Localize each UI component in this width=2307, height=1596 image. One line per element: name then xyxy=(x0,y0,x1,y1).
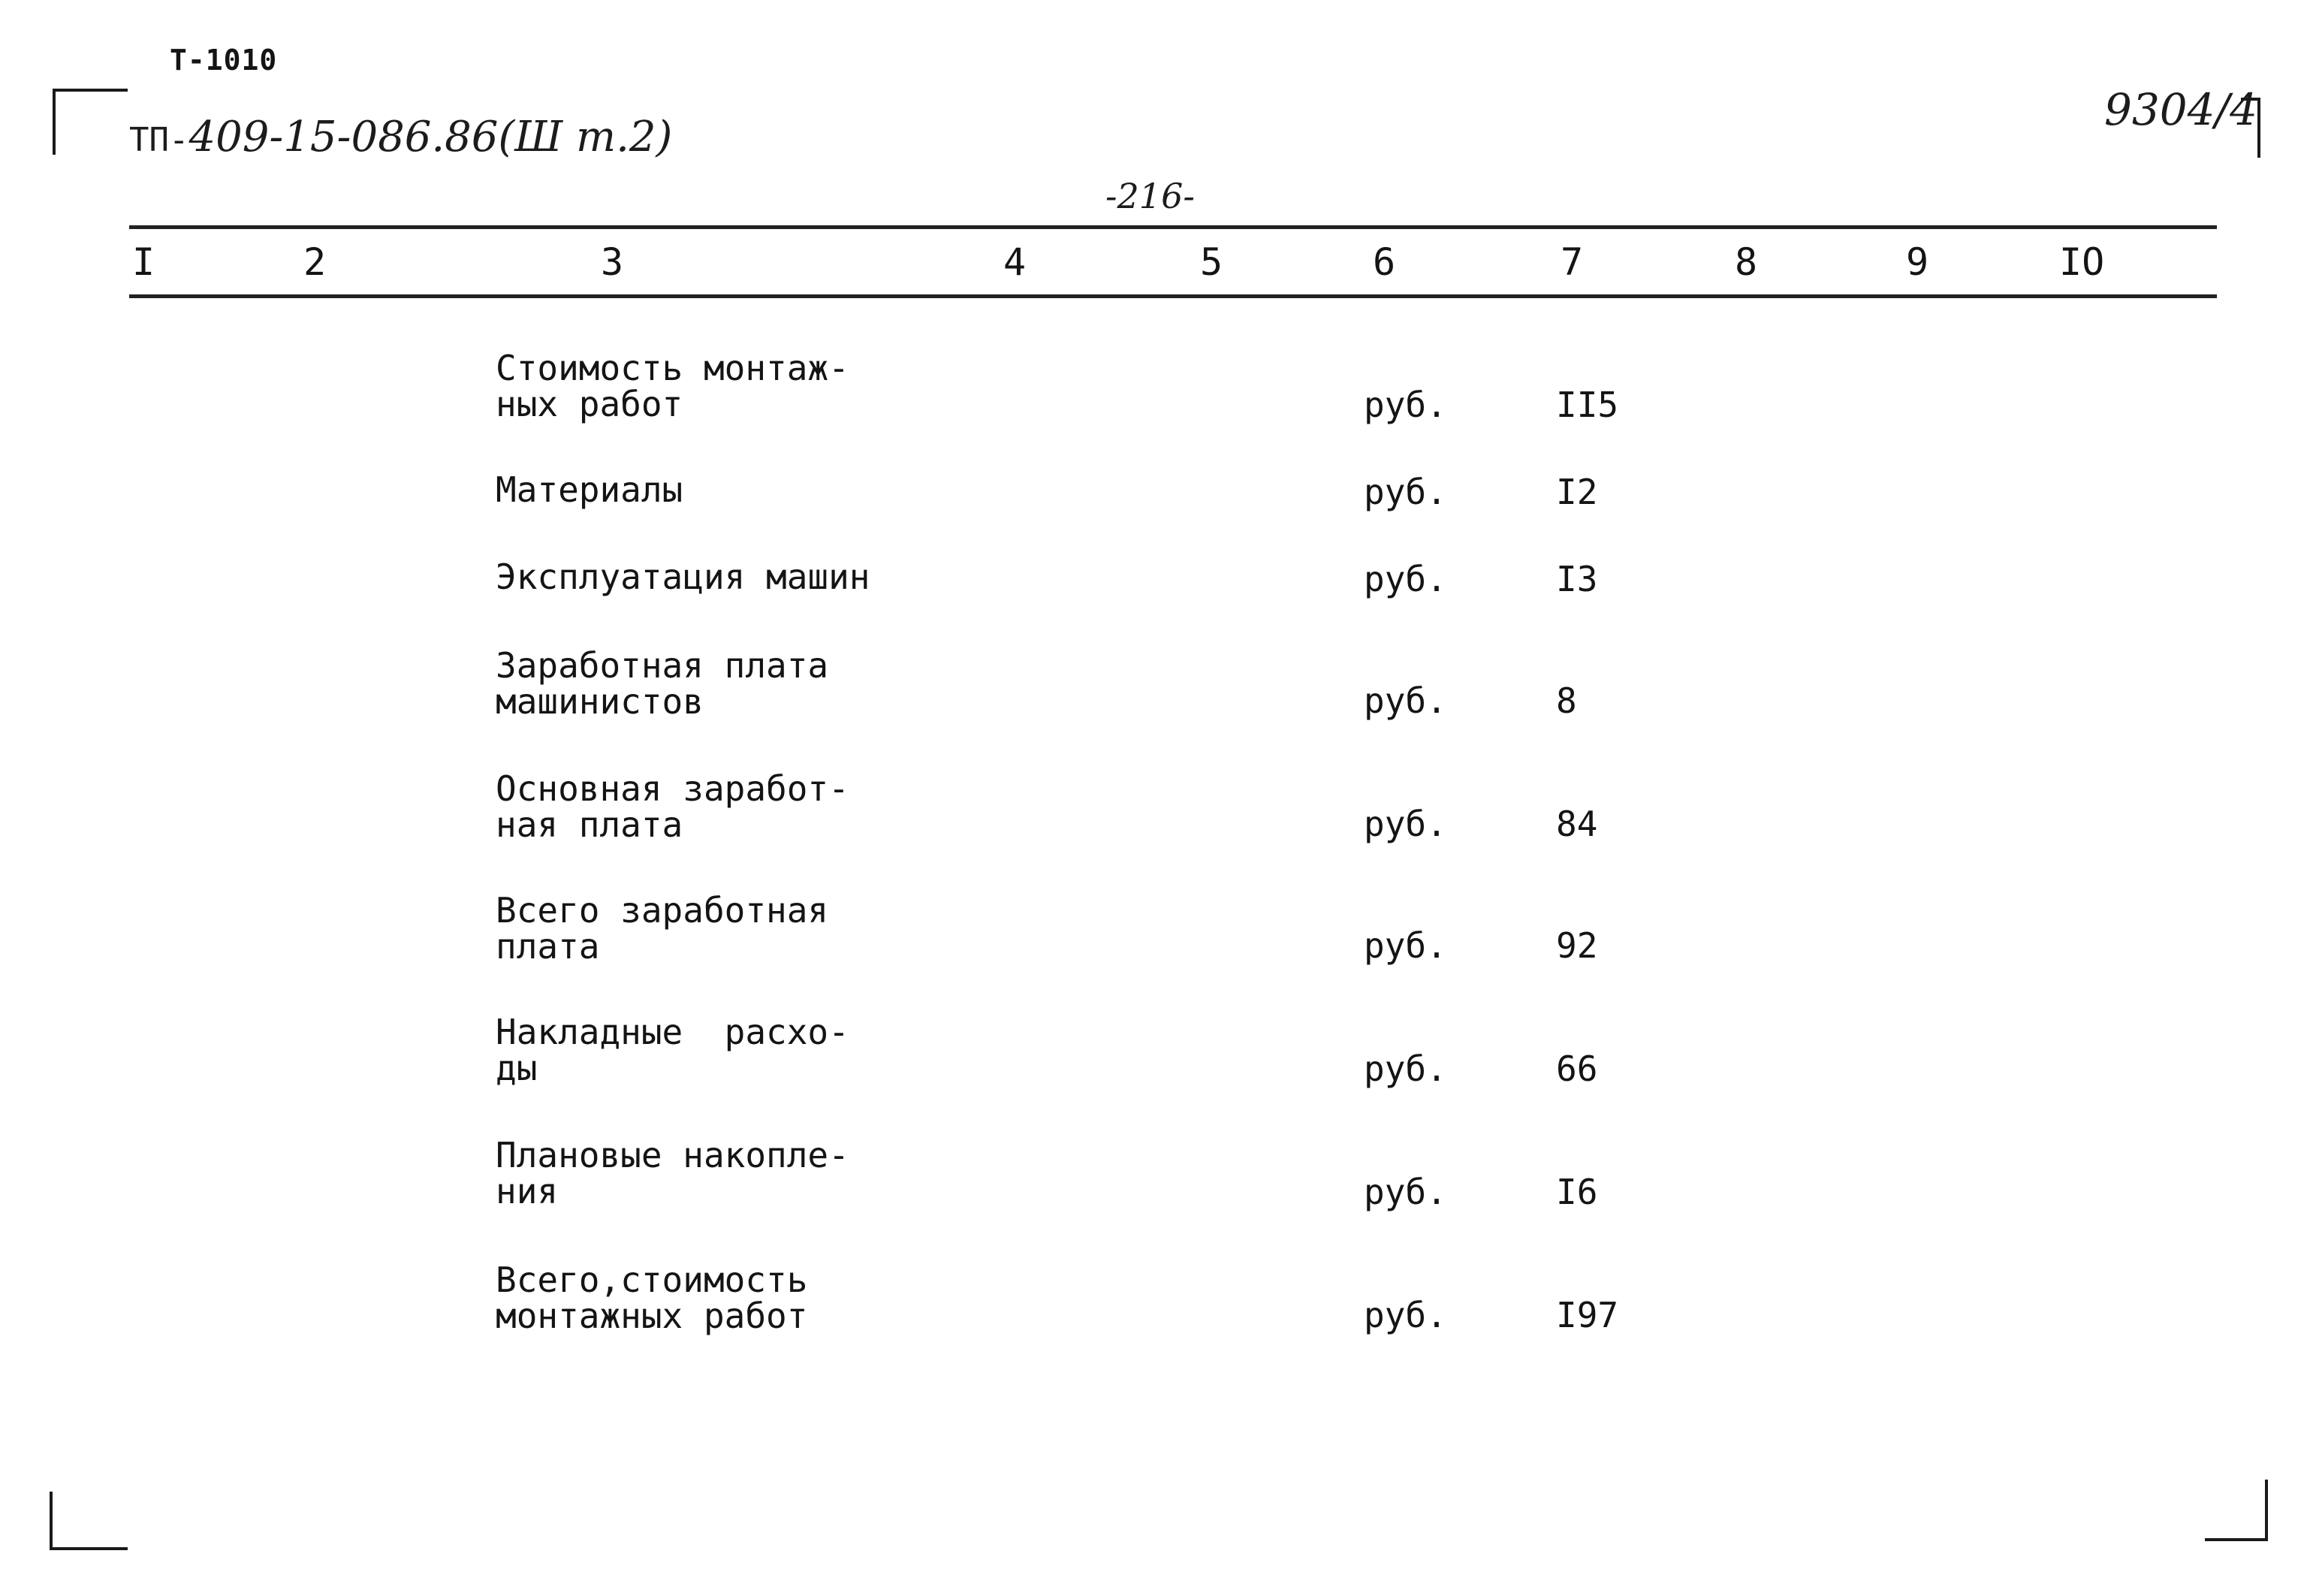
table-header-bottom-rule xyxy=(129,294,2217,298)
row-unit: руб. xyxy=(1364,804,1447,844)
row-value: 8 xyxy=(1556,680,1577,721)
row-value: I3 xyxy=(1556,559,1598,599)
column-number-8: 8 xyxy=(1735,240,1758,284)
column-number-1: I xyxy=(132,240,155,284)
row-unit: руб. xyxy=(1364,385,1447,425)
corner-bottom-left-vertical xyxy=(50,1492,53,1550)
corner-top-right-vertical xyxy=(2257,98,2260,158)
corner-top-left-horizontal xyxy=(53,89,128,92)
row-label: Всего,стоимость монтажных работ xyxy=(496,1260,808,1336)
corner-top-left-vertical xyxy=(53,89,56,155)
column-number-3: 3 xyxy=(601,240,624,284)
page-number: -216- xyxy=(1105,176,1195,216)
document-id-prefix: ТП- xyxy=(129,121,189,159)
row-label: Плановые накопле- ния xyxy=(496,1135,849,1211)
row-label: Основная заработ- ная плата xyxy=(496,768,849,845)
column-number-4: 4 xyxy=(1003,240,1027,284)
row-value: I97 xyxy=(1556,1295,1619,1335)
row-unit: руб. xyxy=(1364,559,1447,599)
row-value: I2 xyxy=(1556,472,1598,512)
sheet-number: 9304/4 xyxy=(2103,84,2257,135)
row-unit: руб. xyxy=(1364,925,1447,966)
column-number-2: 2 xyxy=(303,240,327,284)
row-unit: руб. xyxy=(1364,472,1447,512)
column-number-10: IO xyxy=(2059,240,2105,284)
column-number-6: 6 xyxy=(1373,240,1396,284)
column-number-7: 7 xyxy=(1561,240,1584,284)
row-unit: руб. xyxy=(1364,1295,1447,1335)
document-id-number: 409-15-086.86(Ш т.2) xyxy=(188,113,673,161)
row-label: Накладные расхо- ды xyxy=(496,1012,849,1088)
row-label: Материалы xyxy=(496,469,683,510)
document-code: Т-1010 xyxy=(170,44,278,77)
row-label: Всего заработная плата xyxy=(496,890,829,967)
row-value: 66 xyxy=(1556,1048,1598,1089)
row-unit: руб. xyxy=(1364,1048,1447,1089)
row-label: Эксплуатация машин xyxy=(496,557,870,597)
row-value: II5 xyxy=(1556,385,1619,425)
row-label: Стоимость монтаж- ных работ xyxy=(496,348,849,424)
document-id xyxy=(129,113,672,161)
table-top-rule xyxy=(129,225,2217,229)
column-number-9: 9 xyxy=(1906,240,1929,284)
row-value: I6 xyxy=(1556,1172,1598,1212)
row-label: Заработная плата машинистов xyxy=(496,645,829,722)
row-unit: руб. xyxy=(1364,680,1447,721)
row-value: 84 xyxy=(1556,804,1598,844)
corner-bottom-right-vertical xyxy=(2265,1480,2268,1541)
corner-bottom-right-horizontal xyxy=(2205,1538,2268,1541)
corner-bottom-left-horizontal xyxy=(50,1547,128,1550)
row-value: 92 xyxy=(1556,925,1598,966)
row-unit: руб. xyxy=(1364,1172,1447,1212)
column-number-5: 5 xyxy=(1200,240,1223,284)
